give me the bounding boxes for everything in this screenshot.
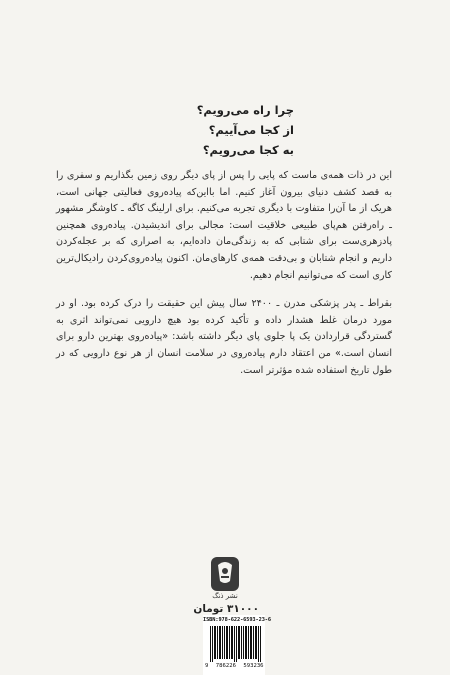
question-line: به کجا می‌رویم؟: [202, 143, 294, 157]
question-line: چرا راه می‌رویم؟: [196, 103, 294, 117]
price-label: ۳۱۰۰۰ تومان: [193, 603, 259, 615]
tagline-questions: [154, 100, 294, 160]
question-line: از کجا می‌آییم؟: [208, 123, 294, 137]
publisher-name: نشر ذنگ: [212, 592, 238, 600]
barcode-area: [203, 615, 271, 675]
barcode-digit-group: 593236: [243, 663, 264, 669]
barcode-digits: [203, 663, 265, 669]
barcode-digit-group: 786226: [215, 663, 236, 669]
blurb-paragraph: این در ذات همه‌ی ماست که پایی را پس از پای دیگر روی زمین بگذاریم و سفری را به قصد کشف دنیای بیرون آغاز کنیم. اما با‌این‌که پیاده‌روی فعالیتی جهانی است، هریک از ما آن‌را متفاوت با دیگری تجربه می‌کنیم. برای ارلینگ کاگه ـ کاوشگر مشهور ـ راه‌رفتن هم‌پای طبیعی خلاقیت است: مجالی برای اندیشیدن. پیاده‌روی همچنین پادزهری‌ست برای شتابی که به زندگی‌مان داده‌ایم، به اصراری که بر عجله‌کردن داریم و انجام شتابان و بی‌دقت همه‌ی کارهای‌مان. اکنون پیاده‌روی‌کردن رادیکال‌ترین کاری است که می‌توانیم انجام دهیم.: [56, 170, 392, 281]
blurb-text: [56, 168, 392, 391]
barcode-digit-group: 9: [205, 663, 209, 669]
barcode-icon: [209, 626, 261, 662]
isbn-label: ISBN:978-622-6593-23-6: [203, 617, 271, 623]
blurb-paragraph: بقراط ـ پدر پزشکی مدرن ـ ۲۴۰۰ سال پیش این حقیقت را درک کرده بود. او در مورد درمان غلط هشدار داده و تأکید کرده بود هیچ دارویی نمی‌تواند اثری به گستردگی قراردادن یک پا جلوی پای دیگر داشته باشد: «پیاده‌روی بهترین دارو برای انسان است.» من اعتقاد دارم پیاده‌روی در سلامت انسان از هر نوع دارویی که در طول تاریخ استفاده شده مؤثرتر است.: [56, 298, 393, 376]
